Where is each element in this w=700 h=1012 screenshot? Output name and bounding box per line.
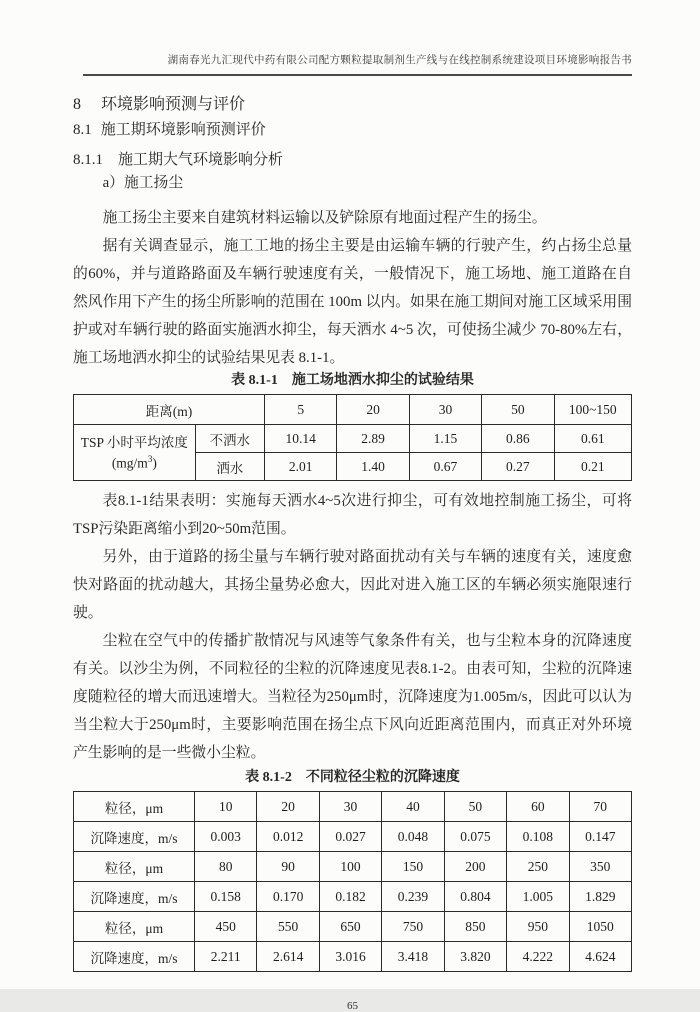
section-title: 施工期大气环境影响分析 [118, 152, 284, 168]
table-cell: 2.614 [257, 942, 319, 972]
table-cell: 10.14 [265, 425, 337, 453]
row-label-cell: 沉降速度，m/s [74, 822, 195, 852]
table-cell: 0.61 [554, 425, 632, 453]
table-header-cell: 50 [482, 395, 554, 425]
row-label-cell: 粒径，μm [74, 792, 195, 822]
table-cell: 20 [257, 792, 319, 822]
table-cell: 70 [569, 792, 631, 822]
table-cell: 80 [195, 852, 257, 882]
section-number: 8.1.1 [73, 152, 103, 168]
table-cell: 2.89 [337, 425, 409, 453]
table-cell: 100 [319, 852, 381, 882]
table-cell: 150 [382, 852, 444, 882]
table-cell: 10 [195, 792, 257, 822]
table-cell: 4.624 [569, 942, 631, 972]
table-row [74, 942, 632, 972]
paragraph-dust-survey: 据有关调查显示，施工工地的扬尘主要是由运输车辆的行驶产生，约占扬尘总量的60%，并与道路路面及车辆行驶速度有关，一般情况下，施工场地、施工道路在自然风作用下产生的扬尘所影响的范围在 100m 以内。如果在施工期间对施工区域采用围护或对车辆行驶的路面实施洒水抑尘，每天洒水 4~5 次，可使扬尘减少 70-80%左右，施工场地洒水抑尘的试验结果见表 8.1-1。 [73, 238, 632, 366]
table-row [74, 822, 632, 852]
section-title: 施工期环境影响预测评价 [100, 122, 266, 138]
table-cell: 0.170 [257, 882, 319, 912]
row-label-cell: 沉降速度，m/s [74, 882, 195, 912]
table-cell: 350 [569, 852, 631, 882]
tsp-label-main: TSP 小时平均浓度 [80, 434, 188, 450]
table-row [74, 425, 632, 453]
table-header-cell: 距离(m) [74, 395, 265, 425]
row-label-cell: 沉降速度，m/s [74, 942, 195, 972]
table-cell: 0.048 [382, 822, 444, 852]
table-caption-label: 表 8.1-2 [245, 770, 292, 785]
table-cell: 2.01 [265, 453, 337, 481]
table-cell: 0.012 [257, 822, 319, 852]
row-label-cell: 粒径，μm [74, 852, 195, 882]
table-row [74, 852, 632, 882]
section-title: 环境影响预测与评价 [101, 96, 246, 113]
table-row [74, 882, 632, 912]
table-header-cell: 20 [337, 395, 409, 425]
table-1-caption [73, 372, 632, 390]
table-cell: 50 [444, 792, 506, 822]
table-cell: 0.108 [507, 822, 569, 852]
list-item-a-construction-dust: a）施工扬尘 [102, 175, 184, 191]
section-heading-8 [73, 95, 632, 115]
table-cell: 90 [257, 852, 319, 882]
section-heading-8-1 [73, 120, 632, 140]
paragraph-particle-settling: 尘粒在空气中的传播扩散情况与风速等气象条件有关，也与尘粒本身的沉降速度有关。以沙尘为例，不同粒径的尘粒的沉降速度见表8.1-2。由表可知，尘粒的沉降速度随粒径的增大而迅速增大。当粒径为250μm时，沉降速度为1.005m/s，因此可以认为当尘粒大于250μm时，主要影响范围在扬尘点下风向近距离范围内，而真正对外环境产生影响的是一些微小尘粒。 [73, 633, 632, 761]
table-row [74, 395, 632, 425]
table-cell: 1050 [569, 912, 631, 942]
table-2-caption [73, 769, 632, 787]
table-cell: 3.418 [382, 942, 444, 972]
table-caption-text: 施工场地洒水抑尘的试验结果 [291, 373, 474, 388]
page-number: 65 [347, 1000, 358, 1012]
table-cell: 0.27 [482, 453, 554, 481]
table-cell: 1.829 [569, 882, 631, 912]
table-cell: 750 [382, 912, 444, 942]
table-cell: 3.016 [319, 942, 381, 972]
paragraph-vehicle-speed: 另外，由于道路的扬尘量与车辆行驶对路面扰动有关与车辆的速度有关，速度愈快对路面的扰动越大，其扬尘量势必愈大，因此对进入施工区的车辆必须实施限速行驶。 [73, 549, 632, 621]
table-caption-label: 表 8.1-1 [231, 373, 278, 388]
table-cell: 850 [444, 912, 506, 942]
table-header-cell: 100~150 [554, 395, 632, 425]
row-label-cell: 洒水 [195, 453, 264, 481]
table-cell: 0.158 [195, 882, 257, 912]
water-spray-dust-test-table [73, 394, 632, 481]
table-header-cell: 30 [409, 395, 481, 425]
table-cell: 0.86 [482, 425, 554, 453]
table-cell: 200 [444, 852, 506, 882]
paragraph-table1-conclusion: 表8.1-1结果表明：实施每天洒水4~5次进行抑尘，可有效地控制施工扬尘，可将TSP污染距离缩小到20~50m范围。 [73, 493, 632, 537]
table-cell: 3.820 [444, 942, 506, 972]
table-cell: 550 [257, 912, 319, 942]
table-cell: 950 [507, 912, 569, 942]
table-cell: 0.027 [319, 822, 381, 852]
paragraph-dust-sources: 施工扬尘主要来自建筑材料运输以及铲除原有地面过程产生的扬尘。 [102, 210, 547, 226]
tsp-unit-suffix: ) [152, 455, 157, 471]
table-cell: 1.40 [337, 453, 409, 481]
table-cell: 30 [319, 792, 381, 822]
tsp-concentration-label-cell [74, 425, 196, 481]
tsp-unit-superscript: 3 [147, 453, 153, 464]
table-cell: 0.21 [554, 453, 632, 481]
table-cell: 0.003 [195, 822, 257, 852]
table-cell: 2.211 [195, 942, 257, 972]
table-cell: 1.005 [507, 882, 569, 912]
table-cell: 0.67 [409, 453, 481, 481]
page-header [83, 52, 632, 76]
table-row [74, 912, 632, 942]
table-cell: 4.222 [507, 942, 569, 972]
running-header-title: 湖南春光九汇现代中药有限公司配方颗粒提取制剂生产线与在线控制系统建设项目环境影响报告书 [167, 55, 632, 66]
table-cell: 0.239 [382, 882, 444, 912]
section-number: 8.1 [73, 122, 92, 138]
table-cell: 0.182 [319, 882, 381, 912]
table-cell: 0.075 [444, 822, 506, 852]
table-row [74, 792, 632, 822]
settling-velocity-table [73, 791, 632, 972]
table-header-cell: 5 [265, 395, 337, 425]
tsp-unit-prefix: (mg/m [111, 455, 148, 471]
table-cell: 1.15 [409, 425, 481, 453]
row-label-cell: 粒径，μm [74, 912, 195, 942]
table-cell: 0.147 [569, 822, 631, 852]
table-cell: 0.804 [444, 882, 506, 912]
row-label-cell: 不洒水 [195, 425, 264, 453]
table-cell: 250 [507, 852, 569, 882]
table-cell: 40 [382, 792, 444, 822]
table-cell: 650 [319, 912, 381, 942]
section-number: 8 [73, 96, 81, 113]
section-heading-8-1-1 [73, 150, 632, 170]
table-cell: 450 [195, 912, 257, 942]
page-footer [73, 1000, 632, 1012]
table-caption-text: 不同粒径尘粒的沉降速度 [305, 770, 460, 785]
table-cell: 60 [507, 792, 569, 822]
